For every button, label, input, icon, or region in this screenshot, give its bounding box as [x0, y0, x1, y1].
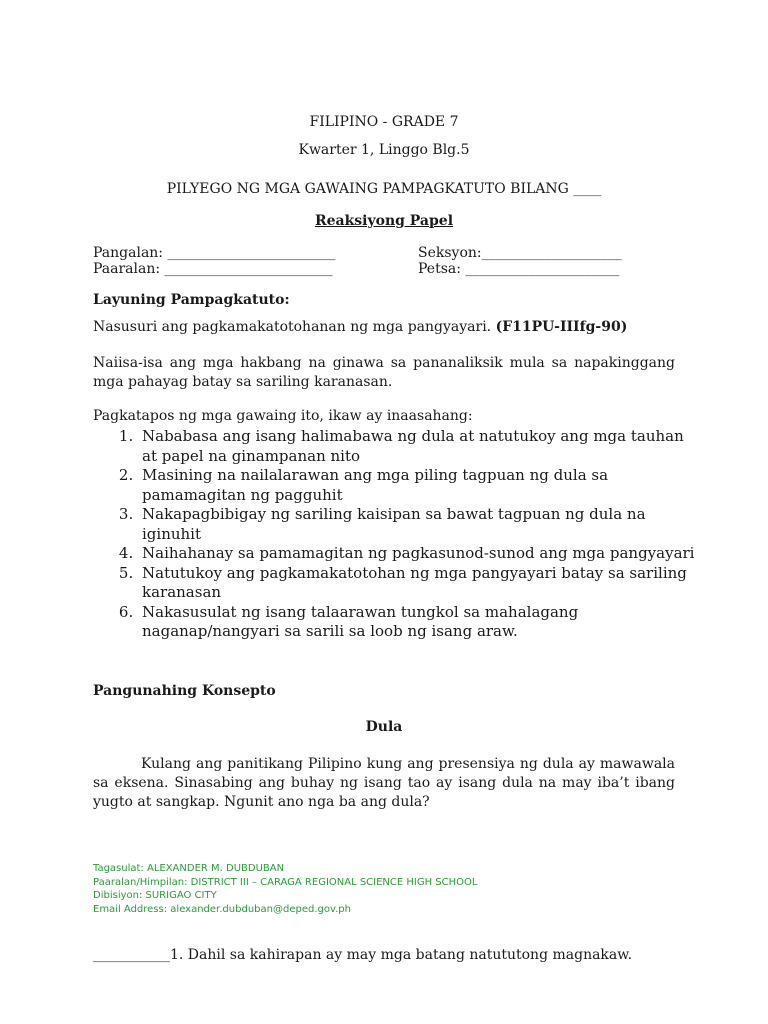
objective-heading: Layuning Pampagkatuto:: [93, 292, 290, 308]
paper-title: Reaksiyong Papel: [314, 213, 454, 229]
list-item: 3. Nakapagbibigay ng sariling kaisipan sa bawat tagpuan ng dula na iginuhit: [138, 505, 698, 544]
list-item: 2. Masining na nailalarawan ang mga piling tagpuan ng dula sa pamamagitan ng pagguhit: [138, 466, 698, 505]
name-field: Pangalan: ________________________: [93, 245, 336, 261]
objective-text: [93, 319, 627, 335]
concept-body: Kulang ang panitikang Pilipino kung ang presensiya ng dula ay mawawala sa eksena. Sinasabing ang buhay ng isang tao ay isang dula na may iba’t ibang yugto at sangkap. Ngunit ano nga ba ang dula?: [93, 756, 675, 810]
school-field: Paaralan: ________________________: [93, 261, 333, 277]
objective-statement: Nasusuri ang pagkamakatotohanan ng mga pangyayari.: [93, 319, 496, 335]
footer-school: Paaralan/Himpilan: DISTRICT III – CARAGA REGIONAL SCIENCE HIGH SCHOOL: [93, 876, 478, 888]
subject-title: FILIPINO - GRADE 7: [309, 114, 459, 130]
concept-heading: Pangunahing Konsepto: [93, 683, 276, 699]
list-item: 6. Nakasusulat ng isang talaarawan tungkol sa mahalagang naganap/nangyari sa sarili sa loob ng isang araw.: [138, 603, 698, 642]
author-footer: [93, 862, 477, 916]
footer-email: Email Address: alexander.dubduban@deped.gov.ph: [93, 903, 351, 915]
quarter-week: Kwarter 1, Linggo Blg.5: [298, 142, 470, 158]
footer-author: Tagasulat: ALEXANDER M. DUBDUBAN: [93, 863, 285, 874]
concept-title: Dula: [365, 719, 403, 735]
list-item: 1. Nababasa ang isang halimabawa ng dula at natutukoy ang mga tauhan at papel na ginampanan nito: [138, 427, 698, 466]
objective-paragraph: Naiisa-isa ang mga hakbang na ginawa sa pananaliksik mula sa napakinggang mga pahayag batay sa sariling karanasan.: [93, 355, 675, 390]
sheet-title: PILYEGO NG MGA GAWAING PAMPAGKATUTO BILANG ____: [166, 181, 602, 197]
list-item: 4. Naihahanay sa pamamagitan ng pagkasunod-sunod ang mga pangyayari: [138, 544, 698, 564]
date-field: Petsa: ______________________: [418, 261, 620, 277]
list-item: 5. Natutukoy ang pagkamakatotohan ng mga pangyayari batay sa sariling karanasan: [138, 564, 698, 603]
competency-code: (F11PU-IIIfg-90): [495, 319, 628, 335]
objective-intro: Pagkatapos ng mga gawaing ito, ikaw ay inaasahang:: [93, 408, 473, 424]
exercise-item-1: ___________1. Dahil sa kahirapan ay may mga batang natututong magnakaw.: [93, 947, 633, 963]
footer-division: Dibisiyon: SURIGAO CITY: [93, 890, 217, 901]
objectives-list: [93, 427, 698, 642]
section-field: Seksyon:____________________: [418, 245, 622, 261]
